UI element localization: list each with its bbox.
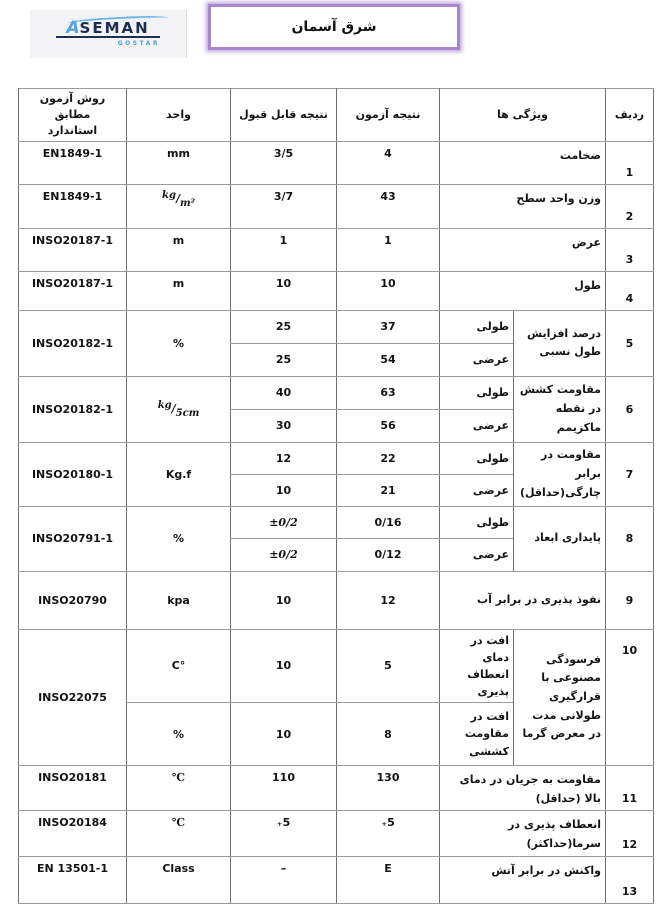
- sub-direction-label: طولی: [440, 442, 514, 474]
- standard-cell: EN1849-1: [19, 184, 127, 228]
- standard-cell: INSO20182-1: [19, 310, 127, 376]
- test-result-cell: 12: [337, 571, 440, 629]
- row-number: 10: [606, 629, 654, 765]
- test-result-cell: 56: [337, 409, 440, 442]
- feature-cell: عرض: [440, 228, 606, 271]
- sub-direction-label: عرضی: [440, 409, 514, 442]
- logo-subbrand-text: GOSTAR: [117, 40, 160, 47]
- acceptable-cell: 25: [231, 310, 337, 343]
- table-row: [19, 766, 654, 811]
- acceptable-cell: 25: [231, 343, 337, 376]
- table-row: [19, 310, 654, 343]
- row-number: 7: [606, 442, 654, 506]
- acceptable-cell: ₊5: [231, 811, 337, 856]
- unit-cell: %: [127, 703, 231, 766]
- row-number: 5: [606, 310, 654, 376]
- standard-cell: INSO22075: [19, 629, 127, 765]
- document-title-box: [208, 4, 460, 50]
- acceptable-cell: 3/7: [231, 184, 337, 228]
- standard-cell: INSO20187-1: [19, 271, 127, 310]
- row-number: 1: [606, 141, 654, 184]
- sub-direction-label: عرضی: [440, 343, 514, 376]
- acceptable-cell: ±0/2: [231, 506, 337, 538]
- unit-cell: Kg.f: [127, 442, 231, 506]
- table-row: [19, 856, 654, 903]
- col-header-test-result: نتیجه آزمون: [337, 89, 440, 142]
- sub-direction-label: عرضی: [440, 538, 514, 571]
- acceptable-cell: 110: [231, 766, 337, 811]
- acceptable-cell: ±0/2: [231, 538, 337, 571]
- test-result-cell: 37: [337, 310, 440, 343]
- logo-wordmark: [66, 18, 150, 38]
- standard-cell: INSO20187-1: [19, 228, 127, 271]
- standard-cell: INSO20790: [19, 571, 127, 629]
- feature-cell: وزن واحد سطح: [440, 184, 606, 228]
- row-number: 4: [606, 271, 654, 310]
- acceptable-cell: 1: [231, 228, 337, 271]
- unit-cell: m: [127, 228, 231, 271]
- test-result-cell: ₊5: [337, 811, 440, 856]
- col-header-unit: واحد: [127, 89, 231, 142]
- test-result-cell: 1: [337, 228, 440, 271]
- sub-direction-label: عرضی: [440, 474, 514, 506]
- test-result-cell: 21: [337, 474, 440, 506]
- feature-cell: فرسودگی مصنوعی با قرارگیری طولانی مدت در معرض گرما: [514, 629, 606, 765]
- test-result-cell: 8: [337, 703, 440, 766]
- table-row: [19, 141, 654, 184]
- col-header-standard: روش آزمون مطابق استاندارد: [19, 89, 127, 142]
- table-row: [19, 506, 654, 538]
- table-row: [19, 271, 654, 310]
- unit-cell: m: [127, 271, 231, 310]
- standard-cell: EN1849-1: [19, 141, 127, 184]
- feature-cell: نفوذ پذیری در برابر آب: [440, 571, 606, 629]
- acceptable-cell: 10: [231, 474, 337, 506]
- row-number: 9: [606, 571, 654, 629]
- row-number: 11: [606, 766, 654, 811]
- company-logo: [30, 10, 187, 58]
- test-result-cell: 22: [337, 442, 440, 474]
- sub-condition-label: افت در مقاومت کششی: [440, 703, 514, 766]
- col-header-acceptable: نتیجه قابل قبول: [231, 89, 337, 142]
- standard-cell: INSO20791-1: [19, 506, 127, 571]
- table-header: [19, 89, 654, 142]
- unit-cell: mm: [127, 141, 231, 184]
- acceptable-cell: –: [231, 856, 337, 903]
- feature-cell: ضخامت: [440, 141, 606, 184]
- row-number: 6: [606, 376, 654, 442]
- sub-direction-label: طولی: [440, 376, 514, 409]
- acceptable-cell: 30: [231, 409, 337, 442]
- acceptable-cell: 10: [231, 271, 337, 310]
- col-header-row: ردیف: [606, 89, 654, 142]
- unit-cell: kpa: [127, 571, 231, 629]
- test-result-cell: 0/16: [337, 506, 440, 538]
- standard-cell: INSO20181: [19, 766, 127, 811]
- unit-cell: °C: [127, 629, 231, 702]
- test-result-cell: 0/12: [337, 538, 440, 571]
- test-result-cell: 63: [337, 376, 440, 409]
- unit-cell: ℃: [127, 766, 231, 811]
- logo-brand-text: SEMAN: [79, 19, 150, 37]
- acceptable-cell: 10: [231, 703, 337, 766]
- test-result-cell: 130: [337, 766, 440, 811]
- test-results-table: [18, 88, 654, 904]
- sub-condition-label: افت در دمای انعطاف پذیری: [440, 629, 514, 702]
- acceptable-cell: 40: [231, 376, 337, 409]
- row-number: 8: [606, 506, 654, 571]
- test-result-cell: 4: [337, 141, 440, 184]
- feature-cell: پایداری ابعاد: [514, 506, 606, 571]
- feature-cell: طول: [440, 271, 606, 310]
- feature-cell: مقاومت به جریان در دمای بالا (حداقل): [440, 766, 606, 811]
- unit-cell: %: [127, 310, 231, 376]
- test-result-cell: 10: [337, 271, 440, 310]
- row-number: 2: [606, 184, 654, 228]
- unit-cell: kg/5cm: [127, 376, 231, 442]
- standard-cell: EN 13501-1: [19, 856, 127, 903]
- acceptable-cell: 10: [231, 629, 337, 702]
- table-row: [19, 442, 654, 474]
- standard-cell: INSO20182-1: [19, 376, 127, 442]
- standard-cell: INSO20180-1: [19, 442, 127, 506]
- table-row: [19, 629, 654, 702]
- feature-cell: مقاومت در برابر چارگی(حداقل): [514, 442, 606, 506]
- logo-initial: A: [66, 18, 80, 38]
- acceptable-cell: 12: [231, 442, 337, 474]
- table-row: [19, 571, 654, 629]
- feature-cell: مقاومت کشش در نقطه ماکزیمم: [514, 376, 606, 442]
- test-result-cell: 5: [337, 629, 440, 702]
- page-header: [0, 0, 666, 88]
- feature-cell: واکنش در برابر آتش: [440, 856, 606, 903]
- row-number: 3: [606, 228, 654, 271]
- unit-cell: kg/m²: [127, 184, 231, 228]
- unit-cell: %: [127, 506, 231, 571]
- col-header-features: ویژگی ها: [440, 89, 606, 142]
- row-number: 13: [606, 856, 654, 903]
- unit-cell: ℃: [127, 811, 231, 856]
- table-row: [19, 184, 654, 228]
- table-row: [19, 811, 654, 856]
- acceptable-cell: 10: [231, 571, 337, 629]
- sub-direction-label: طولی: [440, 310, 514, 343]
- sub-direction-label: طولی: [440, 506, 514, 538]
- table-row: [19, 376, 654, 409]
- feature-cell: انعطاف پذیری در سرما(حداکثر): [440, 811, 606, 856]
- test-result-cell: E: [337, 856, 440, 903]
- test-result-cell: 54: [337, 343, 440, 376]
- feature-cell: درصد افزایش طول نسبی: [514, 310, 606, 376]
- unit-cell: Class: [127, 856, 231, 903]
- acceptable-cell: 3/5: [231, 141, 337, 184]
- table-row: [19, 228, 654, 271]
- row-number: 12: [606, 811, 654, 856]
- document-title: شرق آسمان: [291, 19, 377, 35]
- test-result-cell: 43: [337, 184, 440, 228]
- standard-cell: INSO20184: [19, 811, 127, 856]
